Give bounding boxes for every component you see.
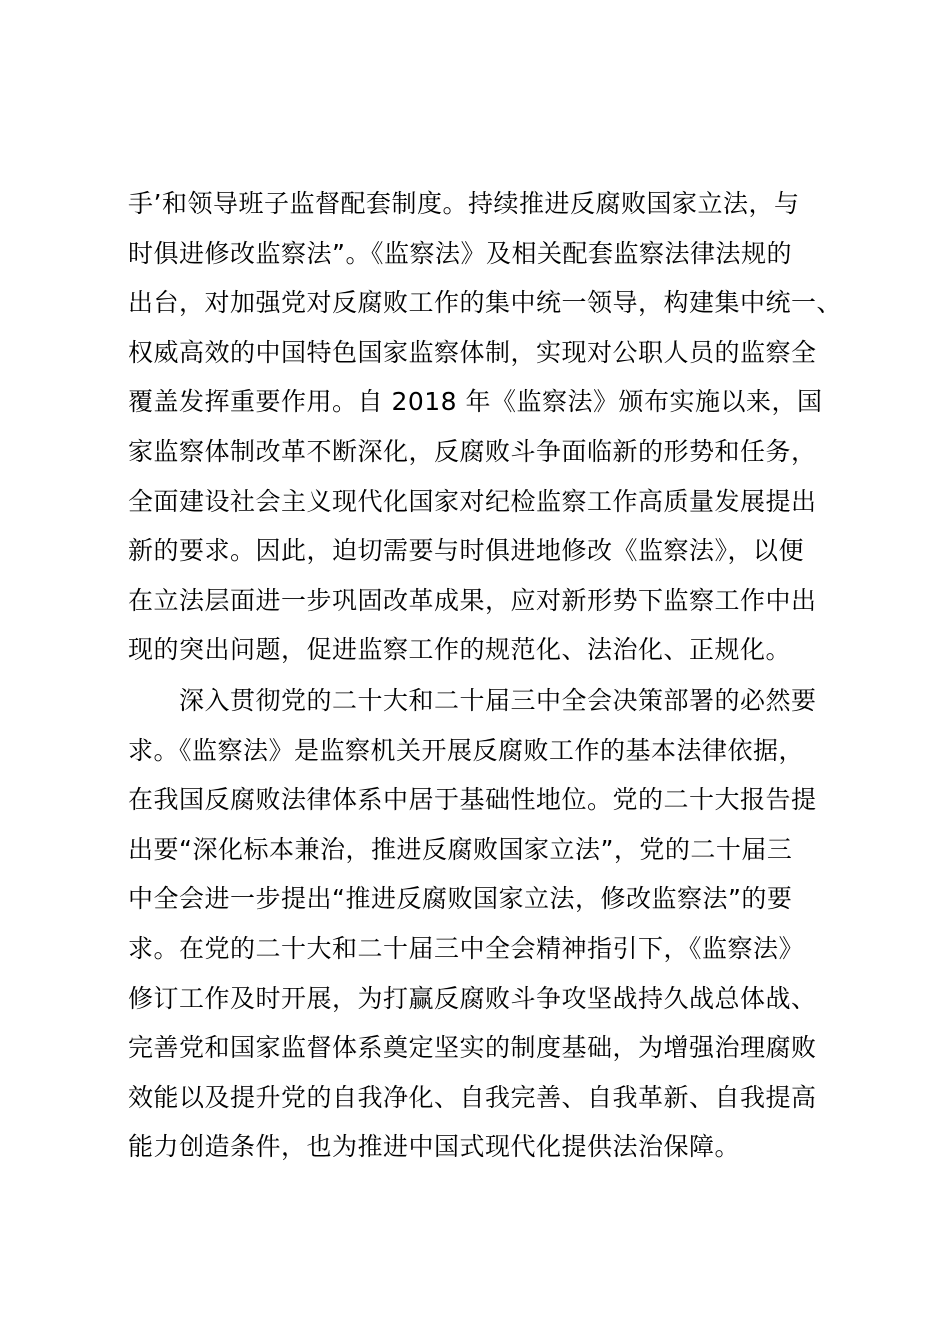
paragraph-line: 时俱进修改监察法”。《监察法》及相关配套监察法律法规的 <box>128 238 792 268</box>
paragraph-line: 中全会进一步提出“推进反腐败国家立法，修改监察法”的要 <box>128 884 793 914</box>
paragraph-line: 权威高效的中国特色国家监察体制，实现对公职人员的监察全 <box>128 337 817 367</box>
paragraph-line: 在我国反腐败法律体系中居于基础性地位。党的二十大报告提 <box>128 785 817 815</box>
paragraph-line: 在立法层面进一步巩固改革成果，应对新形势下监察工作中出 <box>128 585 817 615</box>
paragraph-1 <box>128 179 848 675</box>
paragraph-line: 手’和领导班子监督配套制度。持续推进反腐败国家立法，与 <box>128 189 800 218</box>
paragraph-line: 覆盖发挥重要作用。自 2018 年《监察法》颁布实施以来，国 <box>128 387 823 417</box>
paragraph-line: 修订工作及时开展，为打赢反腐败斗争攻坚战持久战总体战、 <box>128 983 817 1013</box>
paragraph-line: 家监察体制改革不断深化，反腐败斗争面临新的形势和任务， <box>128 436 817 466</box>
paragraph-line: 求。在党的二十大和二十届三中全会精神指引下，《监察法》 <box>128 933 805 963</box>
paragraph-line: 能力创造条件，也为推进中国式现代化提供法治保障。 <box>128 1132 741 1162</box>
paragraph-line: 现的突出问题，促进监察工作的规范化、法治化、正规化。 <box>128 635 792 665</box>
paragraph-line: 新的要求。因此，迫切需要与时俱进地修改《监察法》，以便 <box>128 536 805 566</box>
paragraph-line: 效能以及提升党的自我净化、自我完善、自我革新、自我提高 <box>128 1082 817 1112</box>
paragraph-line: 完善党和国家监督体系奠定坚实的制度基础，为增强治理腐败 <box>128 1033 817 1063</box>
paragraph-line: 出台，对加强党对反腐败工作的集中统一领导，构建集中统一、 <box>128 288 843 318</box>
paragraph-2 <box>128 676 848 1172</box>
paragraph-line: 求。《监察法》是监察机关开展反腐败工作的基本法律依据， <box>128 735 805 765</box>
paragraph-line: 出要“深化标本兼治，推进反腐败国家立法”，党的二十届三 <box>128 834 793 864</box>
paragraph-line: 全面建设社会主义现代化国家对纪检监察工作高质量发展提出 <box>128 486 817 516</box>
paragraph-line: 深入贯彻党的二十大和二十届三中全会决策部署的必然要 <box>128 686 817 715</box>
